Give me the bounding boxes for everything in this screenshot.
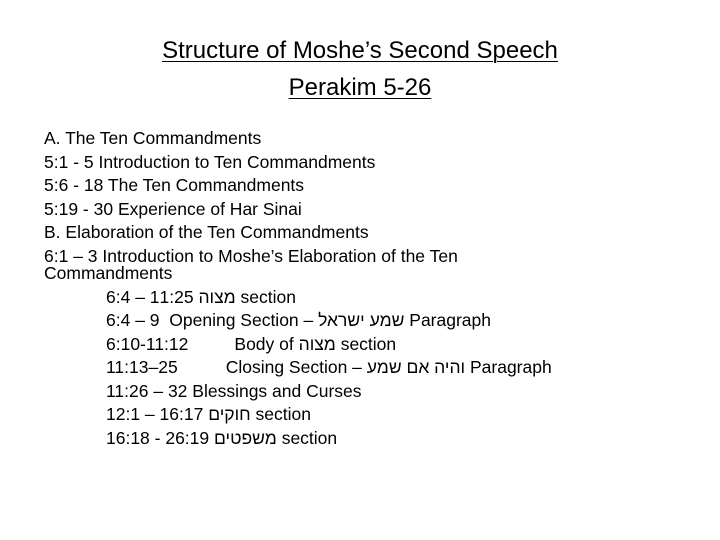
outline-s1 bbox=[44, 286, 644, 310]
outline-s2: 11:26 – 32 Blessings and Curses bbox=[106, 380, 362, 401]
s1c-suffix: Paragraph bbox=[469, 357, 552, 377]
s4-suffix: section bbox=[281, 427, 338, 448]
s1a-suffix: Paragraph bbox=[409, 310, 492, 330]
s1b-suffix: section bbox=[340, 333, 397, 354]
outline-b1-line-2: Commandments bbox=[44, 263, 173, 283]
s4-hebrew: משפטים bbox=[214, 427, 277, 448]
outline-s3 bbox=[44, 403, 644, 427]
s1b-text: Body of bbox=[234, 333, 294, 354]
s1b-ref: 6:10-11:12 bbox=[106, 333, 189, 354]
s1-hebrew: מצוה bbox=[198, 286, 236, 307]
s3-ref: 12:1 – 16:17 bbox=[106, 404, 204, 424]
slide-title-line-2: Perakim 5-26 bbox=[288, 74, 432, 101]
s1b-hebrew: מצוה bbox=[298, 333, 336, 354]
s1c-text: Closing Section – bbox=[225, 357, 362, 377]
outline-s1b bbox=[44, 333, 644, 357]
s1c-hebrew: והיה אם שמע bbox=[366, 357, 466, 377]
outline-a1: 5:1 - 5 Introduction to Ten Commandments bbox=[44, 151, 376, 172]
outline-a3: 5:19 - 30 Experience of Har Sinai bbox=[44, 198, 302, 219]
outline-s4 bbox=[44, 427, 644, 451]
slide-title-line-1: Structure of Moshe’s Second Speech bbox=[162, 37, 558, 64]
outline-s1c bbox=[44, 356, 644, 380]
s1c-ref: 11:13–25 bbox=[106, 357, 178, 377]
outline-s1a bbox=[44, 309, 644, 333]
s3-suffix: section bbox=[255, 404, 311, 424]
outline-a2: 5:6 - 18 The Ten Commandments bbox=[44, 175, 305, 195]
s1a-hebrew: שמע ישראל bbox=[318, 310, 405, 330]
outline-b1-line-1: 6:1 – 3 Introduction to Moshe’s Elaboration of the Ten bbox=[44, 245, 458, 266]
outline-body bbox=[44, 127, 644, 450]
s1a-text: Opening Section – bbox=[169, 310, 314, 330]
s1-ref: 6:4 – 11:25 bbox=[106, 286, 194, 307]
outline-b-heading: B. Elaboration of the Ten Commandments bbox=[44, 222, 369, 242]
s1a-ref: 6:4 – 9 bbox=[106, 310, 160, 330]
s4-ref: 16:18 - 26:19 bbox=[106, 427, 210, 448]
s3-hebrew: חוקים bbox=[208, 404, 251, 424]
outline-a-heading: A. The Ten Commandments bbox=[44, 128, 262, 148]
s1-suffix: section bbox=[240, 286, 296, 307]
